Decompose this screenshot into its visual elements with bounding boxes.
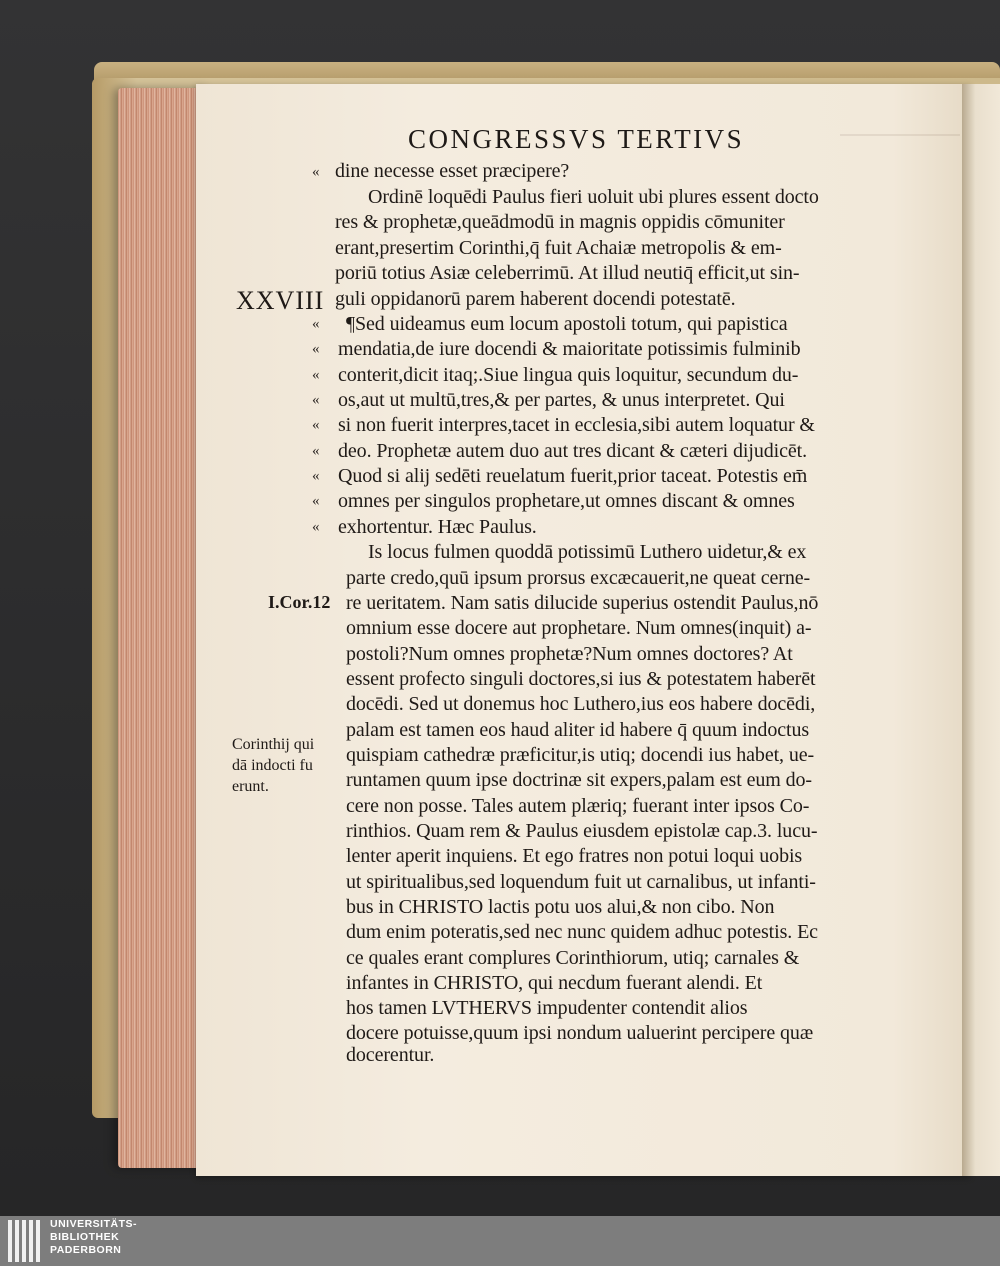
text-line: docēdi. Sed ut donemus hoc Luthero,ius eos habere docēdi, <box>346 693 816 715</box>
text-line: cere non posse. Tales autem plæriq; fuerant inter ipsos Co- <box>346 795 810 817</box>
text-line: lenter aperit inquiens. Et ego fratres non potui loqui uobis <box>346 845 803 867</box>
quote-marker: « <box>312 392 320 408</box>
quote-marker: « <box>312 164 320 180</box>
gloss-line: dā indocti fu <box>232 757 313 774</box>
text-line: infantes in CHRISTO, qui necdum fuerant alendi. Et <box>346 972 763 994</box>
quote-marker: « <box>312 417 320 433</box>
text-line: erant,presertim Corinthi,q̄ fuit Achaiæ metropolis & em- <box>335 237 782 259</box>
quote-marker: « <box>312 493 320 509</box>
text-line: os,aut ut multū,tres,& per partes, & unus interpretet. Qui <box>338 389 785 411</box>
text-line: Is locus fulmen quoddā potissimū Luthero uidetur,& ex <box>368 541 807 563</box>
text-line: omnes per singulos prophetare,ut omnes discant & omnes <box>338 490 795 512</box>
text-line: deo. Prophetæ autem duo aut tres dicant & cæteri dijudicēt. <box>338 440 807 462</box>
text-line: poriū totius Asiæ celeberrimū. At illud neutiq̄ efficit,ut sin- <box>335 262 800 284</box>
text-line: palam est tamen eos haud aliter id habere q̄ quum indoctus <box>346 719 810 741</box>
text-line: dine necesse esset præcipere? <box>335 160 570 182</box>
text-line: ut spiritualibus,sed loquendum fuit ut carnalibus, ut infanti- <box>346 871 816 893</box>
text-line: guli oppidanorū parem haberent docendi potestatē. <box>335 288 736 310</box>
library-name-line: UNIVERSITÄTS- <box>50 1218 138 1230</box>
quote-marker: « <box>312 341 320 357</box>
text-line: ¶Sed uideamus eum locum apostoli totum, qui papistica <box>346 313 788 335</box>
margin-gloss <box>232 734 314 797</box>
text-line: conterit,dicit itaq;.Siue lingua quis loquitur, secundum du- <box>338 364 799 386</box>
quote-marker: « <box>312 316 320 332</box>
chapter-number: XXVIII <box>236 286 325 315</box>
text-line: exhortentur. Hæc Paulus. <box>338 516 537 538</box>
show-through <box>840 134 960 176</box>
gloss-line: Corinthij qui <box>232 736 315 753</box>
catchword-line: docerentur. <box>346 1044 435 1066</box>
text-line: quispiam cathedræ præficitur,is utiq; docendi ius habet, ue- <box>346 744 815 766</box>
text-line: parte credo,quū ipsum prorsus excæcauerit,ne queat cerne- <box>346 567 811 589</box>
text-line: Quod si alij sedēti reuelatum fuerit,prior taceat. Potestis em̄ <box>338 465 808 487</box>
text-line: dum enim poteratis,sed nec nunc quidem adhuc potestis. Ec <box>346 921 818 943</box>
text-line: runtamen quum ipse doctrinæ sit expers,palam est eum do- <box>346 769 812 791</box>
text-line: ce quales erant complures Corinthiorum, utiq; carnales & <box>346 947 800 969</box>
quote-marker: « <box>312 519 320 535</box>
gloss-line: erunt. <box>232 778 269 795</box>
text-line: hos tamen LVTHERVS impudenter contendit alios <box>346 997 748 1019</box>
page-gutter <box>962 84 1000 1176</box>
quote-marker: « <box>312 468 320 484</box>
text-line: bus in CHRISTO lactis potu uos alui,& non cibo. Non <box>346 896 775 918</box>
text-line: essent profecto singuli doctores,si ius & potestatem haberēt <box>346 668 816 690</box>
quote-marker: « <box>312 367 320 383</box>
library-name <box>50 1218 137 1257</box>
text-line: re ueritatem. Nam satis dilucide superius ostendit Paulus,nō <box>346 592 819 614</box>
text-line: res & prophetæ,queādmodū in magnis oppidis cōmuniter <box>335 211 785 233</box>
scripture-reference: I.Cor.12 <box>268 592 331 612</box>
library-name-line: PADERBORN <box>50 1244 122 1256</box>
library-logo-icon <box>8 1220 42 1262</box>
running-head: CONGRESSVS TERTIVS <box>408 124 745 154</box>
footer-bar <box>0 1216 1000 1266</box>
library-name-line: BIBLIOTHEK <box>50 1231 120 1243</box>
text-line: docere potuisse,quum ipsi nondum ualuerint percipere quæ <box>346 1022 814 1044</box>
page-edges <box>118 88 208 1168</box>
text-line: omnium esse docere aut prophetare. Num omnes(inquit) a- <box>346 617 812 639</box>
text-line: rinthios. Quam rem & Paulus eiusdem epistolæ cap.3. lucu- <box>346 820 818 842</box>
text-line: mendatia,de iure docendi & maioritate potissimis fulminib <box>338 338 801 360</box>
text-line: postoli?Num omnes prophetæ?Num omnes doctores? At <box>346 643 793 665</box>
text-line: si non fuerit interpres,tacet in ecclesia,sibi autem loquatur & <box>338 414 815 436</box>
quote-marker: « <box>312 443 320 459</box>
text-line: Ordinē loquēdi Paulus fieri uoluit ubi plures essent docto <box>368 186 819 208</box>
